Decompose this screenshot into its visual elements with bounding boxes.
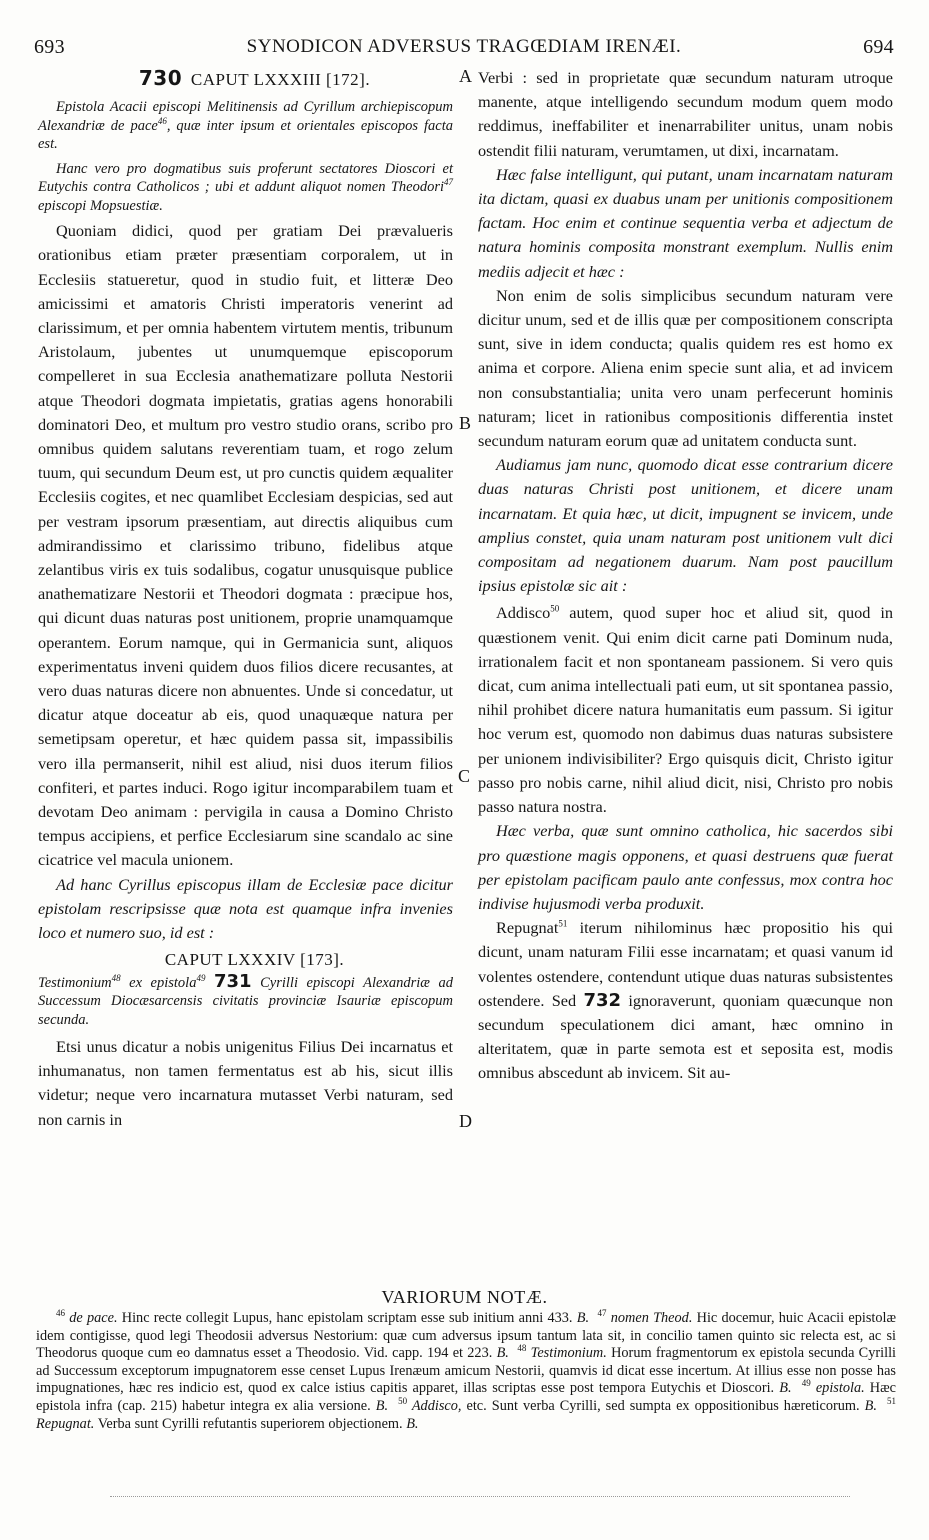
rubric-sectatores (38, 160, 453, 216)
paragraph-text: Addisco (496, 603, 551, 623)
paragraph-verbi: Verbi : sed in proprietate quæ secundum naturam utroque manente, atque intelligendo secundum modum quem modo reddimus, ineffabiliter et inenarrabiliter unitus, unam nobis ostendit filii naturam, verumtamen, ut dixi, incarnatam. (478, 68, 893, 160)
note-siglum: B. (774, 1380, 792, 1397)
rubric-text: ex epistola (120, 974, 197, 991)
note-text: Verba sunt Cyrilli refutantis superiorem objectionem. (94, 1415, 403, 1432)
margin-letter-d: D (459, 1111, 472, 1131)
note-number: 46 (56, 1308, 65, 1319)
rubric-cyrillus-reply: Ad hanc Cyrillus episcopus illam de Ecclesiæ pace dicitur epistolam rescripsisse quæ nota est quamque infra invenies loco et numero suo, id est : (38, 874, 453, 943)
rubric-testimonium (38, 970, 453, 1030)
paragraph-addisco (478, 601, 893, 819)
chapter-title: CAPUT LXXXIII [172]. (190, 70, 371, 89)
note-siglum: B. (572, 1310, 590, 1326)
paragraph-repugnat (478, 916, 893, 1085)
rubric-text-end: episcopi Mopsuestiæ. (38, 197, 163, 214)
note-number: 51 (887, 1396, 897, 1407)
paragraph-text: Repugnat (496, 918, 559, 938)
paragraph-text: autem, quod super hoc et aliud sit, quod in quæstionem venit. Qui enim dicit carne pati Dominum nuda, irrationalem facit et non spontaneam passionem. Si vero quis dicat, cum anima intellectuali pati eum, ut sit spontanea passio, nihil prohibet dicere natura humanitatis eum passum. Si igitur hoc verum est, quomodo non dabimus duas naturas subsistere per unionem indivisibiliter? Ergo quisquis dicit, Christo igitur passo pro nobis carne, nihil aliud dicit, nisi, Christo pro nobis passo natura nostra. (478, 603, 893, 817)
rubric-text: Epistola Acacii episcopi Melitinensis ad Cyrillum archiepiscopum Alexandriæ de pace (38, 99, 453, 134)
body-cyril-letter: Etsi unus dicatur a nobis unigenitus Filius Dei incarnatus et inhumanatus, non tamen fermentatus est ab his, sicut illis videtur; neque vero incarnatura mutasset Verbi naturam, sed non carnis in (38, 1037, 453, 1129)
note-ref-46: 46 (157, 115, 167, 126)
column-number-730: 730 (138, 66, 183, 90)
margin-letter-a: A (459, 66, 472, 86)
page-number-left: 693 (34, 35, 65, 58)
note-ref-50: 50 (550, 604, 560, 615)
note-ref-51: 51 (558, 918, 568, 929)
column-number-732: 732 (583, 989, 622, 1011)
page-number-right: 694 (863, 35, 894, 58)
bottom-dotted-rule (110, 1496, 850, 1499)
note-number: 47 (597, 1308, 607, 1319)
body-acacius-letter: Quoniam didici, quod per gratiam Dei prævalueris orationibus etiam præter præsentiam corporalem, ut in Ecclesiis statueretur, quod in studio fuit, et litteræ Deo amicissimi et amatoris Christi imperatoris venerint ad clarissimum, et per omnia habentem virtutem mentis, tribunum Aristolaum, jubentes ut unumquemque episcoporum compelleret in sua Ecclesia anathematizare polluta Nestorii atque Theodori dogmata impietatis, gratias agens honorabili dominatori Deo, et multum pro vestro studio orans, scribo pro omnibus quidem salutans reverentiam tuam, et rogo zelum tuum, qui secundum Deum est, ut pro cunctis quidem æqualiter Ecclesiis cogites, et nec quamlibet Ecclesiam despicias, sed aut per vestram ipsorum præsentiam, aut directis aliquibus cum admirandissimo et clarissimo tribuno, fidelibus atque zelantibus viris ex tuis sodalibus, cogatur unusquisque publice anathematizare Nestorii et Theodori dogmata : præcipue hos, qui dicunt duas naturas post unitionem, proprie unamquamque operantem. Eorum namque, qui in Germanicia sunt, aliquos experimentatus inveni quidem duos filios dicere recusantes, at vero duas naturas dicere non abnuentes. Unde si concedatur, ut dicatur atque doceatur ab eis, quod unaquæque natura per semetipsam operetur, et hæc quidem passa sit, impassibilis vero illa permanserit, nihil est aliud, nisi duos iterum filios confiteri, et partes induci. Rogo igitur incomparabilem tuam et devotam Deo animam : pervigila in causa a Domino Christo tempus accipiens, et perfice Ecclesiarum sine scandalo ac sine cicatrice vel macula unionem. (38, 221, 453, 870)
note-ref-47: 47 (444, 177, 453, 188)
rubric-text-end: , quæ inter ipsum et orientales episcopos facta est. (38, 117, 453, 153)
right-column (478, 66, 893, 1086)
left-column (38, 66, 453, 1132)
chapter-heading-lxxxiii (38, 66, 453, 92)
note-lemma: Addisco, (407, 1397, 462, 1414)
chapter-heading-lxxxiv: CAPUT LXXXIV [173]. (164, 950, 345, 970)
notes-paragraph (36, 1310, 896, 1433)
note-siglum: B. (492, 1345, 509, 1362)
note-number: 49 (801, 1378, 811, 1389)
note-lemma: epistola. (810, 1380, 865, 1397)
column-number-731: 731 (214, 970, 252, 992)
paragraph-text: iterum nihilominus hæc propositio his qui dicunt, unam naturam Filii esse incarnatam; et quasi vanum id volentes ostendere, contendunt utique duas naturas subsistentes ostendere. Sed (478, 918, 893, 1010)
note-text: Horum fragmentorum ex epistola secunda Cyrilli ad Successum exceptorum impugnatorem esse censet Lupus Irenæum amicum Nestorii, quamvis id dicat esse incertum. At illius esse non posse has impugnationes, hæc res indicio est, quod ex calce istius capitis apparet, illas scriptas esse post tempora Eutychis et Dioscori. (36, 1345, 897, 1397)
note-ref-48: 48 (111, 972, 121, 983)
paragraph-text: ignoraverunt, quoniam quæcunque non secundum speculationem dici amant, hæc omnino in alteritatem, quæ in parte semota est et seposita est, modis omnibus abscedunt ab invicem. Sit au- (478, 990, 893, 1083)
running-title: SYNODICON ADVERSUS TRAGŒDIAM IRENÆI. (246, 36, 682, 57)
note-lemma: de pace. (65, 1310, 118, 1326)
note-siglum: B. (370, 1397, 389, 1414)
note-text: Hic docemur, huic Acacii epistolæ idem contigisse, quod legi Theodosii adversus Nestorium: quæ cum adversus ipsum tantum lata sit, in concilio tamen quinto sic relecta est, ac si Theodorus quoque cum eo damnatus esset a Theodosio. Vid. capp. 194 et 223. (36, 1310, 897, 1362)
note-lemma: Testimonium. (526, 1345, 607, 1362)
paragraph-non-enim: Non enim de solis simplicibus secundum naturam vere dicitur unum, sed et de illis quæ per compositionem conscripta sunt, sive in idem conducta; qualis quidem res est homo ex anima et corpore. Aliena enim specie sunt alia, et ad invicem non consubstantialia; unita vero unam perfecerunt hominis naturam; licet in rationibus compositionis differentia instet secundum naturam eorum quæ ad unitatem conducta sunt. (478, 285, 893, 451)
margin-letter-b: B (459, 413, 472, 433)
paragraph-haec-false: Hæc false intelligunt, qui putant, unam incarnatam naturam ita dictam, quasi ex duabus unam per unitionis compositionem factam. Hoc enim et continue sequentia verba et adjectum de natura hominis composita monstrant exemplum. Nullis enim mediis adjecit et hæc : (478, 164, 893, 281)
paragraph-haec-verba: Hæc verba, quæ sunt omnino catholica, hic sacerdos sibi pro quæstione magis opponens, et quasi destruens quæ fuerat per epistolam pacificam paulo ante confessus, mox contra hoc indivise hujusmodi verba produxit. (478, 821, 893, 913)
rubric-text: Cyrilli episcopi Alexandriæ ad Successum Diocæsarcensis civitatis provinciæ Isauriæ episcopum secunda. (38, 974, 453, 1028)
note-siglum: B. (402, 1415, 419, 1432)
rubric-text: Testimonium (38, 974, 112, 991)
note-number: 50 (398, 1396, 408, 1407)
rubric-text: Hanc vero pro dogmatibus suis proferunt sectatores Dioscori et Eutychis contra Catholicos ; ubi et addunt aliquot nomen Theodori (38, 160, 453, 196)
notes-heading: VARIORUM NOTÆ. (381, 1287, 548, 1307)
note-text: Hinc recte collegit Lupus, hanc epistolam scriptam esse sub initium anni 433. (117, 1310, 573, 1326)
note-text: Hæc epistola infra (cap. 215) habetur integra ex alia versione. (36, 1380, 896, 1414)
rubric-acacius (38, 98, 453, 154)
margin-letter-c: C (458, 766, 471, 786)
note-number: 48 (517, 1343, 527, 1354)
note-siglum: B. (859, 1397, 877, 1414)
note-text: etc. Sunt verba Cyrilli, sed sumpta ex oppositionibus hæreticorum. (461, 1397, 860, 1414)
note-lemma: nomen Theod. (606, 1310, 693, 1326)
note-ref-49: 49 (196, 972, 206, 983)
note-lemma: Repugnat. (36, 1415, 95, 1432)
running-head (34, 34, 894, 60)
variorum-notes (36, 1310, 896, 1433)
paragraph-audiamus: Audiamus jam nunc, quomodo dicat esse contrarium dicere duas naturas Christi post unitionem, et dicere unam incarnatam. Et quia hæc, ut dicit, impugnent se invicem, unde amplius constet, quia unam naturam post unitionem vult dici compositam ad negationem duarum. Nam post paucillum ipsius epistolæ sic ait : (478, 455, 893, 596)
